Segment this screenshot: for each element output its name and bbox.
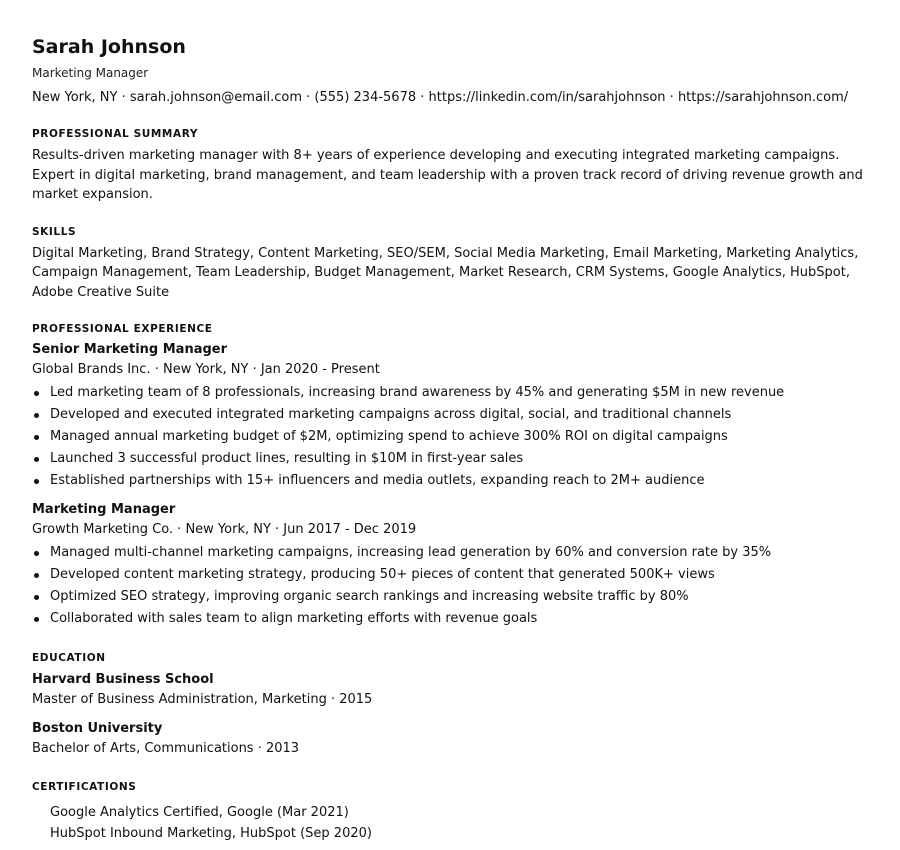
certifications-section [32,780,868,844]
bullet-item [32,448,868,470]
bullet-dot-icon [34,435,39,440]
certification-list [32,802,868,844]
school-name: Boston University [32,721,163,736]
bullet-text: Managed annual marketing budget of $2M, optimizing spend to achieve 300% ROI on digital campaigns [50,429,728,444]
bullet-item [32,404,868,426]
bullet-item [32,382,868,404]
resume-header [32,34,868,107]
bullet-item [32,470,868,492]
skills-section [32,225,868,303]
bullet-item [32,542,868,564]
bullet-text: Developed content marketing strategy, producing 50+ pieces of content that generated 500K+ views [50,567,715,582]
education-section [32,651,868,758]
job-entry [32,341,868,492]
education-entry [32,671,868,709]
school-name: Harvard Business School [32,672,214,687]
bullet-dot-icon [34,595,39,600]
degree-line: Bachelor of Arts, Communications · 2013 [32,741,300,756]
bullet-text: Collaborated with sales team to align marketing efforts with revenue goals [50,611,538,626]
job-bullets [32,542,868,630]
bullet-item [32,608,868,630]
bullet-text: Led marketing team of 8 professionals, increasing brand awareness by 45% and generating $5M in new revenue [50,385,785,400]
bullet-text: Developed and executed integrated marketing campaigns across digital, social, and traditional channels [50,407,732,422]
skills-text: Digital Marketing, Brand Strategy, Content Marketing, SEO/SEM, Social Media Marketing, Email Marketing, Marketing Analytics, Campaign Management, Team Leadership, Budget Management, Market Research, CRM Systems, Google Analytics, HubSpot, Adobe Creative Suite [32,245,859,300]
bullet-item [32,564,868,586]
job-entry [32,501,868,630]
bullet-item [32,586,868,608]
degree-line: Master of Business Administration, Marketing · 2015 [32,692,373,707]
job-meta: Global Brands Inc. · New York, NY · Jan 2020 - Present [32,362,380,377]
education-heading: EDUCATION [32,652,106,664]
bullet-dot-icon [34,551,39,556]
job-bullets [32,382,868,492]
certification-item: HubSpot Inbound Marketing, HubSpot (Sep 2020) [50,826,372,841]
skills-heading: SKILLS [32,225,77,238]
job-title: Marketing Manager [32,502,176,517]
bullet-dot-icon [34,573,39,578]
experience-heading: PROFESSIONAL EXPERIENCE [32,323,213,335]
contact-line: New York, NY · sarah.johnson@email.com · (555) 234-5678 · https://linkedin.com/in/sarahjohnson · https://sarahjohnson.com/ [32,90,849,105]
job-meta: Growth Marketing Co. · New York, NY · Jun 2017 - Dec 2019 [32,522,417,537]
experience-section [32,322,868,630]
bullet-dot-icon [34,457,39,462]
bullet-text: Managed multi-channel marketing campaigns, increasing lead generation by 60% and conversion rate by 35% [50,545,772,560]
education-entry [32,720,868,758]
bullet-text: Optimized SEO strategy, improving organic search rankings and increasing website traffic by 80% [50,589,689,604]
summary-section [32,127,868,205]
bullet-item [32,426,868,448]
job-title: Senior Marketing Manager [32,342,228,357]
summary-text: Results-driven marketing manager with 8+ years of experience developing and executing integrated marketing campaigns. Expert in digital marketing, brand management, and team leadership with a proven track record of driving revenue growth and market expansion. [32,148,863,202]
candidate-role: Marketing Manager [32,66,149,80]
certifications-heading: CERTIFICATIONS [32,781,137,793]
bullet-text: Launched 3 successful product lines, resulting in $10M in first-year sales [50,451,524,466]
bullet-dot-icon [34,391,39,396]
bullet-dot-icon [34,413,39,418]
bullet-dot-icon [34,479,39,484]
bullet-text: Established partnerships with 15+ influencers and media outlets, expanding reach to 2M+ audience [50,473,705,488]
bullet-dot-icon [34,617,39,622]
summary-heading: PROFESSIONAL SUMMARY [32,128,199,140]
certification-item: Google Analytics Certified, Google (Mar 2021) [50,805,349,820]
candidate-name: Sarah Johnson [32,36,186,58]
